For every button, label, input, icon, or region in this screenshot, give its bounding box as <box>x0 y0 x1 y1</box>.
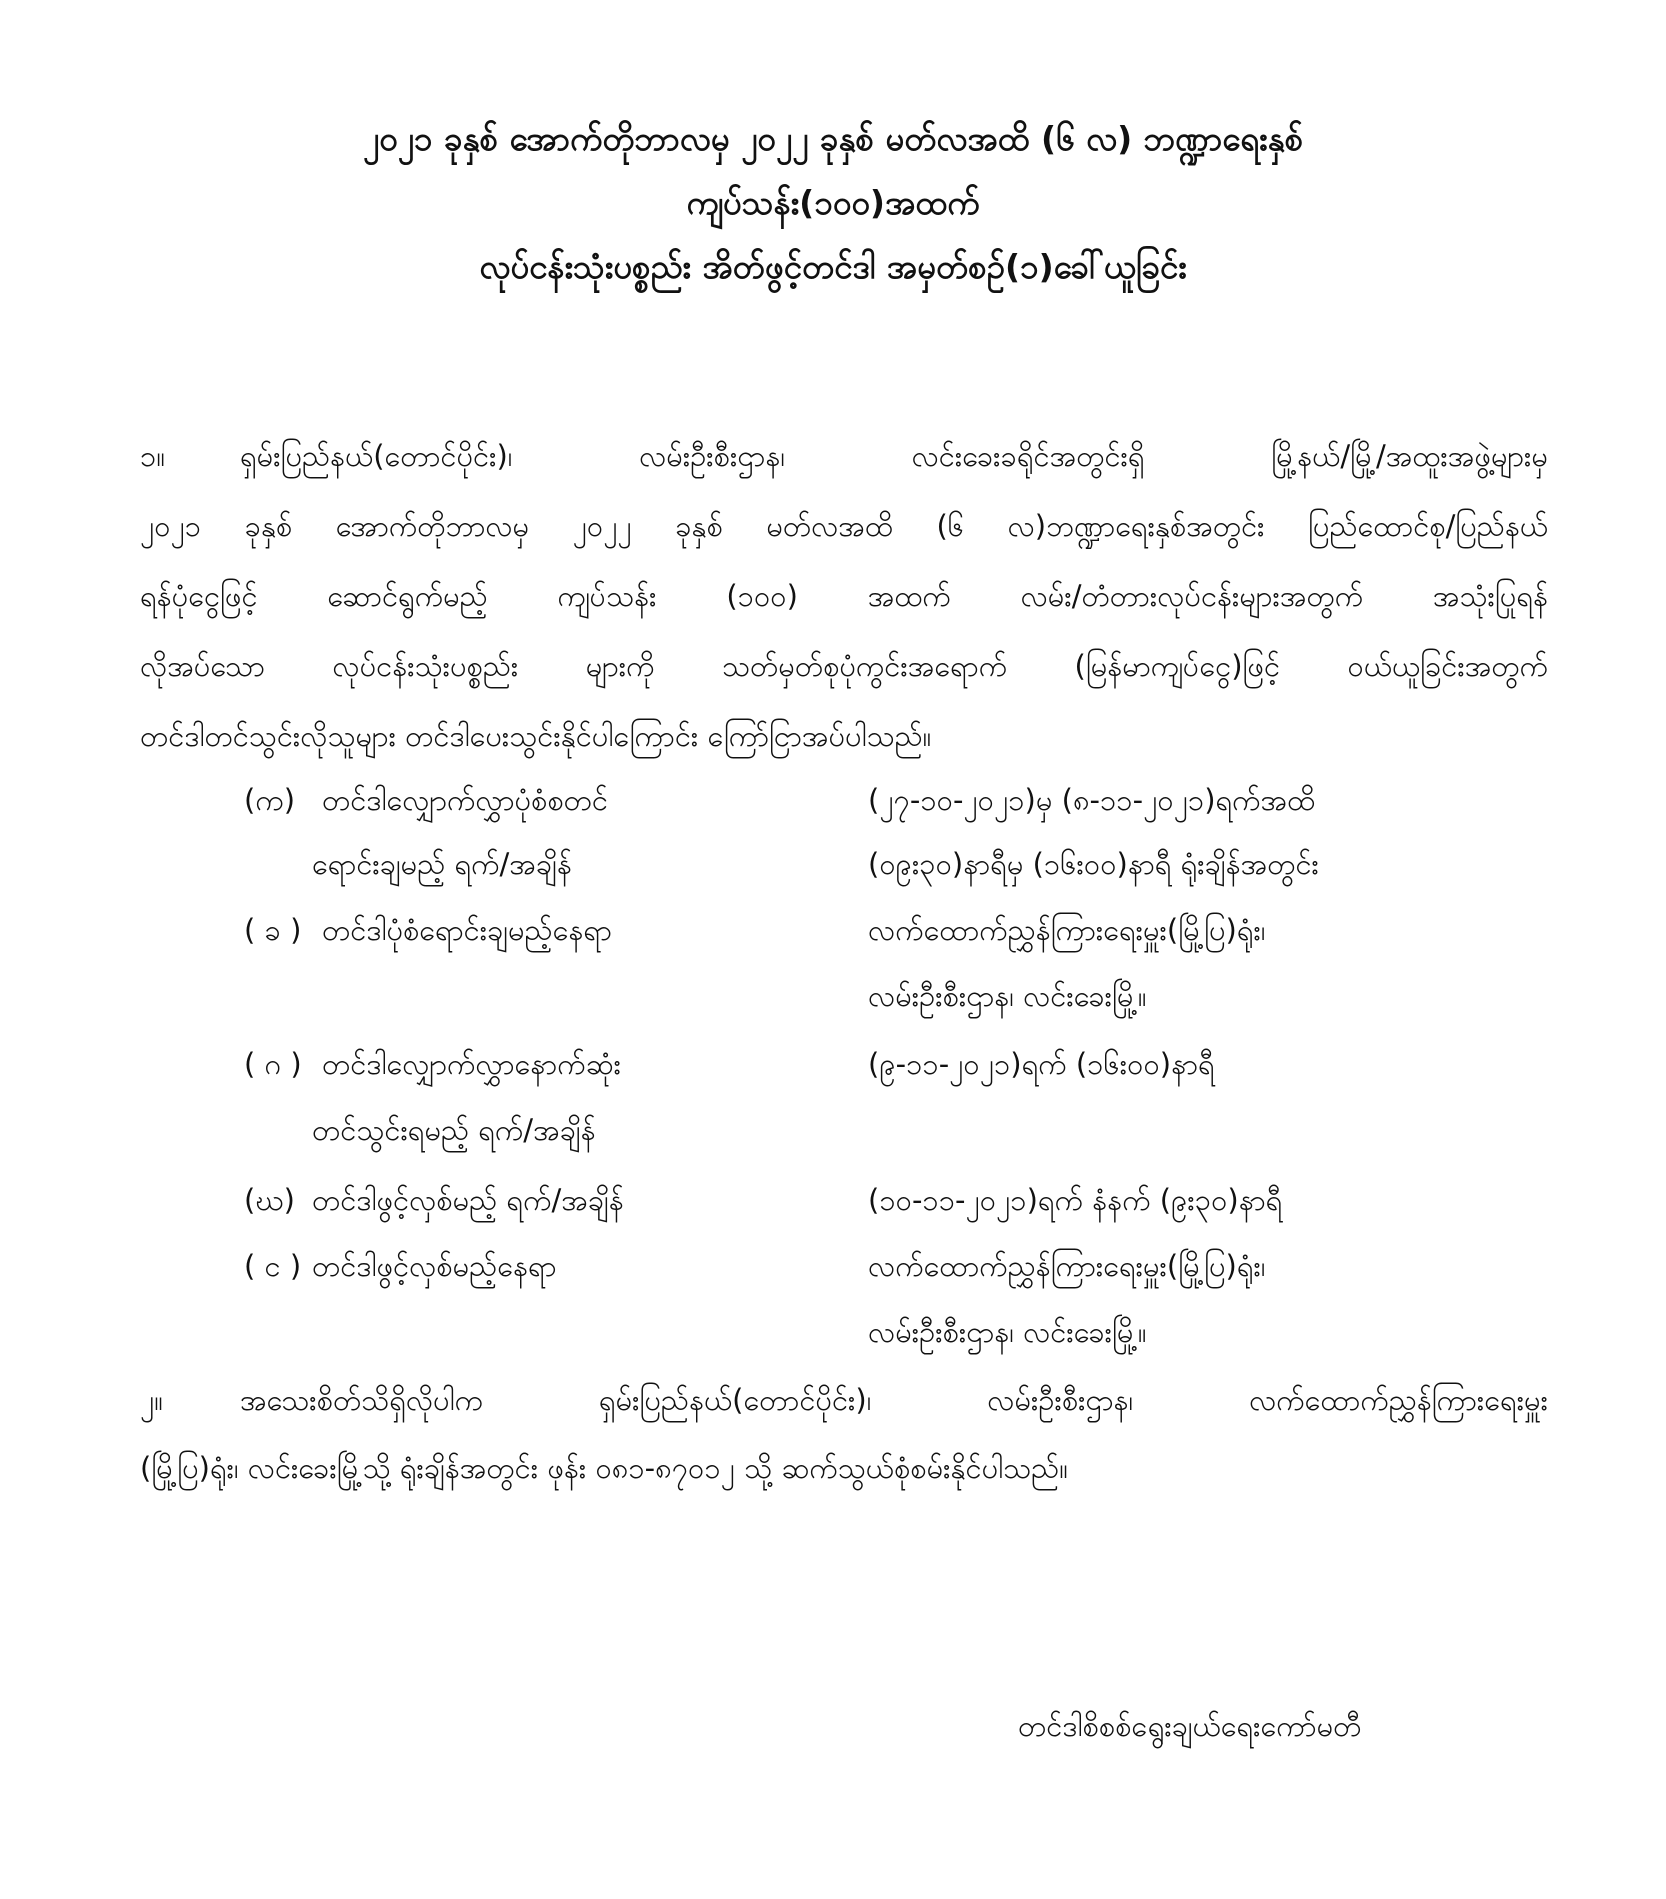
item-gha-marker: (ဃ) <box>244 1183 295 1217</box>
item-ka-value-2: (၀၉း၃၀)နာရီမှ (၁၆း၀၀)နာရီ ရုံးချိန်အတွင်း <box>868 847 1319 881</box>
item-kha-value-1: လက်ထောက်ညွှန်ကြားရေးမှူး(မြို့ပြ)ရုံး၊ <box>868 913 1266 947</box>
item-nga-value-1: လက်ထောက်ညွှန်ကြားရေးမှူး(မြို့ပြ)ရုံး၊ <box>868 1249 1266 1283</box>
item-gha-value-1: (၁၀-၁၁-၂၀၂၁)ရက် နံနက် (၉း၃၀)နာရီ <box>868 1183 1283 1217</box>
item-nga-label-1: တင်ဒါဖွင့်လှစ်မည့်နေရာ <box>312 1249 557 1283</box>
para2-line-2: (မြို့ပြ)ရုံး၊ လင်းခေးမြို့သို့ ရုံးချိန်အတွင်း ဖုန်း ၀၈၁-၈၇၀၁၂ သို့ ဆက်သွယ်စုံစမ်းနိုင်ပါသည်။ <box>140 1451 1068 1485</box>
item-ga-value-1: (၉-၁၁-၂၀၂၁)ရက် (၁၆း၀၀)နာရီ <box>868 1047 1215 1081</box>
para1-number: ၁။ <box>140 439 166 473</box>
para2-line-1: အသေးစိတ်သိရှိလိုပါက ရှမ်းပြည်နယ်(တောင်ပိုင်း)၊ လမ်းဦးစီးဌာန၊ လက်ထောက်ညွှန်ကြားရေးမှူး <box>240 1383 1548 1417</box>
item-ka-label-1: တင်ဒါလျှောက်လွှာပုံစံစတင် <box>322 783 609 817</box>
item-gha-label-1: တင်ဒါဖွင့်လှစ်မည့် ရက်/အချိန် <box>312 1183 624 1217</box>
title-line-1: ၂၀၂၁ ခုနှစ် အောက်တိုဘာလမှ ၂၀၂၂ ခုနှစ် မတ်လအထိ (၆ လ) ဘဏ္ဍာရေးနှစ် <box>362 119 1304 158</box>
item-ga-label-1: တင်ဒါလျှောက်လွှာနောက်ဆုံး <box>322 1047 621 1081</box>
signature-committee: တင်ဒါစိစစ်ရွေးချယ်ရေးကော်မတီ <box>1018 1709 1362 1743</box>
title-line-3: လုပ်ငန်းသုံးပစ္စည်း အိတ်ဖွင့်တင်ဒါ အမှတ်စဉ်(၁)ခေါ်ယူခြင်း <box>479 247 1187 286</box>
item-ga-marker: ( ဂ ) <box>244 1047 302 1081</box>
para1-line-3: ရန်ပုံငွေဖြင့် ဆောင်ရွက်မည့် ကျပ်သန်း (၁၀၀) အထက် လမ်း/တံတားလုပ်ငန်းများအတွက် အသုံးပြုရန် <box>140 579 1548 613</box>
item-nga-value-2: လမ်းဦးစီးဌာန၊ လင်းခေးမြို့။ <box>868 1315 1147 1349</box>
item-kha-value-2: လမ်းဦးစီးဌာန၊ လင်းခေးမြို့။ <box>868 979 1147 1013</box>
item-ka-marker: (က) <box>244 783 296 817</box>
para1-line-2: ၂၀၂၁ ခုနှစ် အောက်တိုဘာလမှ ၂၀၂၂ ခုနှစ် မတ်လအထိ (၆ လ)ဘဏ္ဍာရေးနှစ်အတွင်း ပြည်ထောင်စု/ပြည်နယ် <box>140 509 1548 543</box>
item-kha-marker: ( ခ ) <box>244 913 302 947</box>
para1-line-5: တင်ဒါတင်သွင်းလိုသူများ တင်ဒါပေးသွင်းနိုင်ပါကြောင်း ကြော်ငြာအပ်ပါသည်။ <box>140 719 932 753</box>
title-line-2: ကျပ်သန်း(၁၀၀)အထက် <box>686 183 980 222</box>
para1-line-4: လိုအပ်သော လုပ်ငန်းသုံးပစ္စည်း များကို သတ်မှတ်စုပုံကွင်းအရောက် (မြန်မာကျပ်ငွေ)ဖြင့် ဝယ်ယူခြင်းအတွက် <box>140 649 1548 683</box>
item-ka-value-1: (၂၇-၁၀-၂၀၂၁)မှ (၈-၁၁-၂၀၂၁)ရက်အထိ <box>868 783 1316 817</box>
item-ka-label-2: ရောင်းချမည့် ရက်/အချိန် <box>312 847 572 881</box>
item-kha-label-1: တင်ဒါပုံစံရောင်းချမည့်နေရာ <box>322 913 612 947</box>
para1-line-1: ရှမ်းပြည်နယ်(တောင်ပိုင်း)၊ လမ်းဦးစီးဌာန၊ လင်းခေးခရိုင်အတွင်းရှိ မြို့နယ်/မြို့/အထူးအဖွဲ့များမှ <box>240 439 1548 473</box>
para2-number: ၂။ <box>140 1383 164 1417</box>
item-nga-marker: ( င ) <box>244 1249 302 1283</box>
item-ga-label-2: တင်သွင်းရမည့် ရက်/အချိန် <box>312 1113 596 1147</box>
